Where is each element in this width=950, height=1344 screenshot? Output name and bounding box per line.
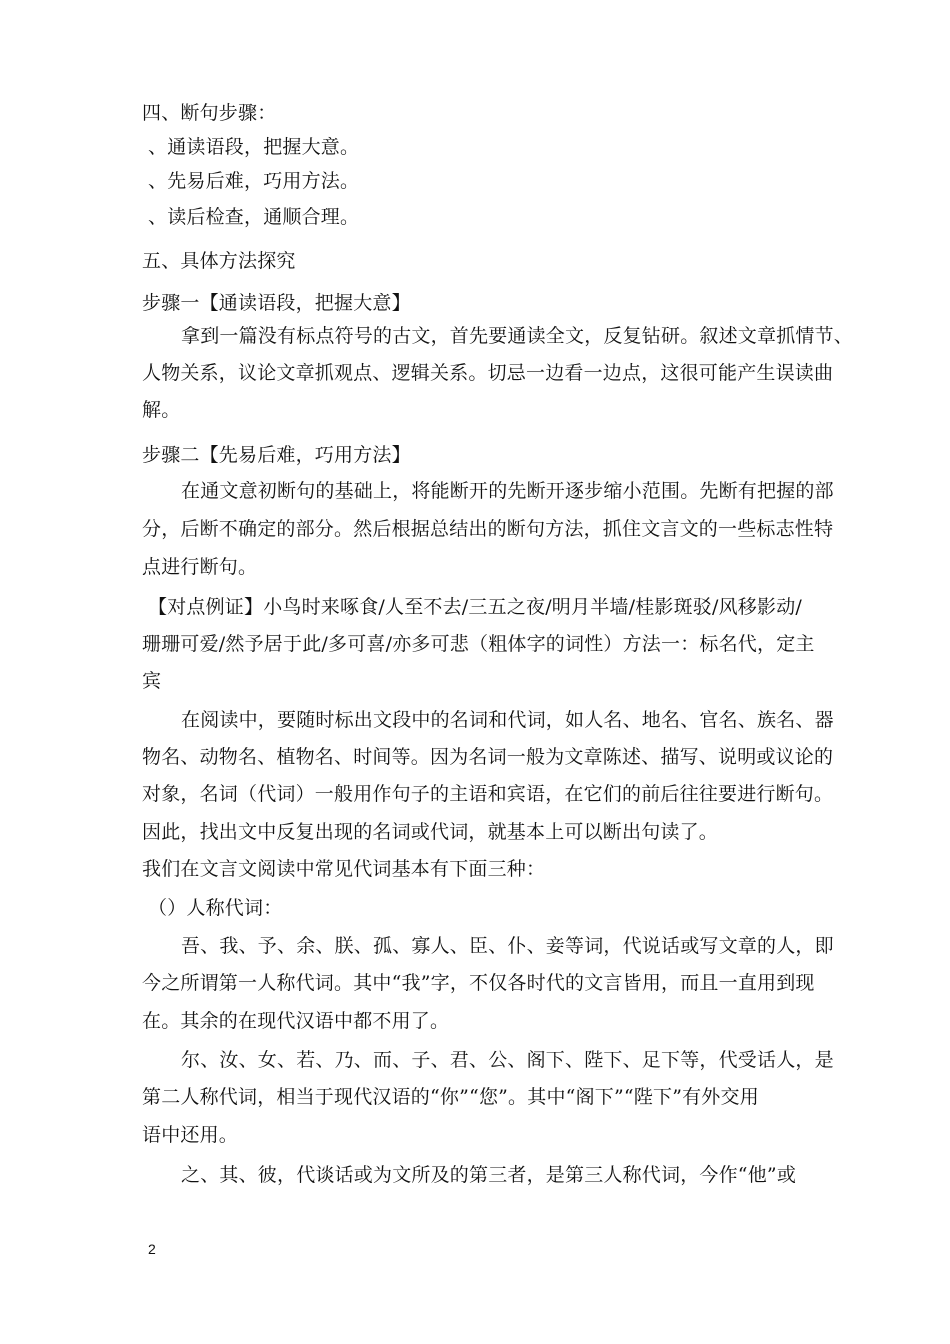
paragraph-line: 点进行断句。 xyxy=(142,556,258,578)
subheading-personal-pronouns: （）人称代词： xyxy=(148,897,283,919)
step-item-1: 、通读语段，把握大意。 xyxy=(148,136,360,158)
example-line: 宾 xyxy=(142,670,162,692)
paragraph-line: 语中还用。 xyxy=(142,1124,239,1146)
paragraph-line: 在通文意初断句的基础上，将能断开的先断开逐步缩小范围。先断有把握的部 xyxy=(181,480,834,502)
paragraph-line: 今之所谓第一人称代词。其中“我”字，不仅各时代的文言皆用，而且一直用到现 xyxy=(142,972,815,994)
paragraph-line: 物名、动物名、植物名、时间等。因为名词一般为文章陈述、描写、说明或议论的 xyxy=(142,746,834,768)
example-line: 珊珊可爱/然予居于此/多可喜/亦多可悲（粗体字的词性）方法一：标名代，定主 xyxy=(142,633,815,655)
paragraph-line: 人物关系，议论文章抓观点、逻辑关系。切忌一边看一边点，这很可能产生误读曲 xyxy=(142,362,834,384)
paragraph-line: 对象，名词（代词）一般用作句子的主语和宾语，在它们的前后往往要进行断句。 xyxy=(142,783,834,805)
paragraph-line: 之、其、彼，代谈话或为文所及的第三者，是第三人称代词，今作“他”或 xyxy=(181,1164,797,1186)
paragraph-line: 第二人称代词，相当于现代汉语的“你”“您”。其中“阁下”“陛下”有外交用 xyxy=(142,1086,759,1108)
paragraph-line: 我们在文言文阅读中常见代词基本有下面三种： xyxy=(142,858,546,880)
paragraph-line: 因此，找出文中反复出现的名词或代词，就基本上可以断出句读了。 xyxy=(142,821,719,843)
paragraph-line: 拿到一篇没有标点符号的古文，首先要通读全文，反复钻研。叙述文章抓情节、 xyxy=(181,325,854,347)
subheading-step-two: 步骤二【先易后难，巧用方法】 xyxy=(142,444,411,466)
page-number: 2 xyxy=(148,1241,156,1257)
example-line: 【对点例证】小鸟时来啄食/人至不去/三五之夜/明月半墙/桂影斑驳/风移影动/ xyxy=(148,596,803,618)
paragraph-line: 在阅读中，要随时标出文段中的名词和代词，如人名、地名、官名、族名、器 xyxy=(181,709,834,731)
step-item-3: 、读后检查，通顺合理。 xyxy=(148,206,360,228)
step-item-2: 、先易后难，巧用方法。 xyxy=(148,170,360,192)
subheading-step-one: 步骤一【通读语段，把握大意】 xyxy=(142,292,411,314)
paragraph-line: 尔、汝、女、若、乃、而、子、君、公、阁下、陛下、足下等，代受话人，是 xyxy=(181,1049,834,1071)
heading-section-five: 五、具体方法探究 xyxy=(142,250,296,272)
heading-section-four: 四、断句步骤： xyxy=(142,102,277,124)
paragraph-line: 解。 xyxy=(142,399,181,421)
paragraph-line: 吾、我、予、余、朕、孤、寡人、臣、仆、妾等词，代说话或写文章的人，即 xyxy=(181,935,834,957)
paragraph-line: 分，后断不确定的部分。然后根据总结出的断句方法，抓住文言文的一些标志性特 xyxy=(142,518,834,540)
paragraph-line: 在。其余的在现代汉语中都不用了。 xyxy=(142,1010,450,1032)
